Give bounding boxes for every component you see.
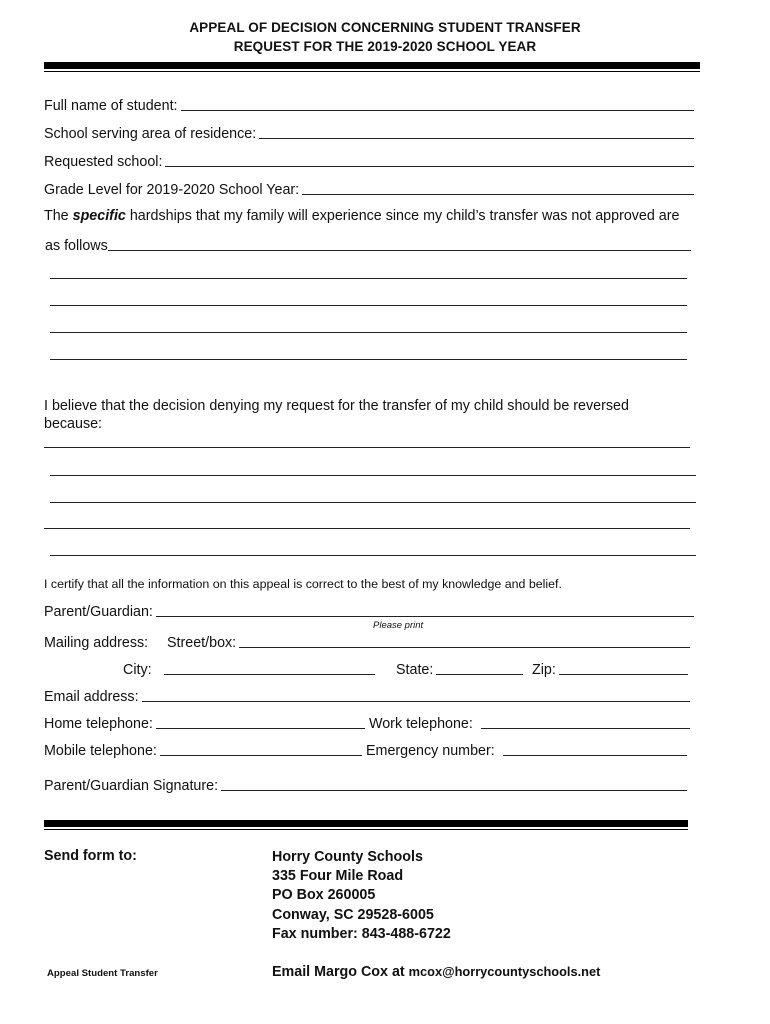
city-field[interactable]: [123, 660, 375, 678]
parent-guardian-field[interactable]: [44, 602, 694, 620]
form-title-line-2: REQUEST FOR THE 2019-2020 SCHOOL YEAR: [233, 39, 537, 54]
parent-guardian-label: Parent/Guardian:: [44, 604, 153, 620]
certify-statement: I certify that all the information on this appeal is correct to the best of my knowledge and belief.: [44, 577, 562, 591]
state-field[interactable]: [396, 660, 523, 678]
city-blank[interactable]: [164, 661, 375, 675]
hardship-blank-2[interactable]: [50, 278, 687, 279]
full-name-field[interactable]: [44, 96, 694, 114]
grade-level-blank[interactable]: [302, 181, 694, 195]
hardship-prefix: The: [44, 208, 69, 224]
destination-line-3: PO Box 260005: [272, 887, 376, 904]
state-blank[interactable]: [436, 661, 523, 675]
home-phone-blank[interactable]: [156, 715, 365, 729]
requested-school-field[interactable]: [44, 152, 694, 170]
full-name-label: Full name of student:: [44, 98, 178, 114]
emergency-number-field[interactable]: [366, 741, 687, 759]
reversal-blank-5[interactable]: [50, 555, 696, 556]
street-box-blank[interactable]: [239, 634, 690, 648]
hardship-blank-5[interactable]: [50, 359, 687, 360]
grade-level-field[interactable]: [44, 180, 694, 198]
mobile-phone-label: Mobile telephone:: [44, 743, 157, 759]
reversal-prompt-line-2: because:: [44, 416, 103, 432]
home-phone-field[interactable]: [44, 714, 365, 732]
signature-label: Parent/Guardian Signature:: [44, 778, 219, 794]
header-divider-thick: [44, 62, 700, 69]
full-name-blank[interactable]: [181, 97, 694, 111]
work-phone-label: Work telephone:: [369, 716, 473, 732]
hardship-as-follows-label: as follows: [45, 238, 108, 254]
zip-blank[interactable]: [559, 661, 688, 675]
zip-label: Zip:: [532, 662, 556, 678]
email-field[interactable]: [44, 687, 690, 705]
hardship-rest: hardships that my family will experience since my child’s transfer was not approved are: [129, 208, 680, 224]
street-box-field[interactable]: [167, 633, 690, 651]
hardship-blank-3[interactable]: [50, 305, 687, 306]
email-prefix: Email Margo Cox at: [272, 964, 405, 980]
state-label: State:: [396, 662, 434, 678]
mailing-destination: [272, 848, 451, 944]
hardship-emphasis: specific: [72, 208, 126, 224]
work-phone-blank[interactable]: [481, 715, 690, 729]
emergency-number-label: Emergency number:: [366, 743, 495, 759]
requested-school-blank[interactable]: [165, 153, 694, 167]
reversal-blank-3[interactable]: [50, 502, 696, 503]
school-serving-blank[interactable]: [259, 125, 694, 139]
emergency-number-blank[interactable]: [503, 742, 687, 756]
city-label: City:: [123, 662, 152, 678]
destination-line-2: 335 Four Mile Road: [272, 868, 404, 885]
email-blank[interactable]: [142, 688, 690, 702]
parent-guardian-blank[interactable]: [156, 603, 694, 617]
reversal-blank-4[interactable]: [44, 528, 690, 529]
email-address-link[interactable]: mcox@horrycountyschools.net: [408, 964, 601, 979]
mobile-phone-field[interactable]: [44, 741, 362, 759]
signature-blank[interactable]: [221, 777, 687, 791]
destination-line-1: Horry County Schools: [272, 849, 423, 865]
hardship-field[interactable]: [45, 236, 691, 254]
header-divider-thin: [44, 71, 700, 72]
destination-line-4: Conway, SC 29528-6005: [272, 906, 434, 923]
please-print-hint: Please print: [373, 620, 424, 631]
requested-school-label: Requested school:: [44, 154, 163, 170]
footer-document-label: Appeal Student Transfer: [47, 968, 158, 979]
mailing-address-label: Mailing address:: [44, 635, 149, 651]
school-serving-field[interactable]: [44, 124, 694, 142]
hardship-blank-1[interactable]: [108, 237, 691, 251]
email-contact: [272, 964, 600, 980]
reversal-prompt-line-1: I believe that the decision denying my request for the transfer of my child should be reversed: [44, 398, 629, 414]
zip-field[interactable]: [532, 660, 688, 678]
destination-fax: Fax number: 843-488-6722: [272, 925, 451, 942]
hardship-prompt: [44, 208, 679, 224]
form-title-line-1: APPEAL OF DECISION CONCERNING STUDENT TRANSFER: [189, 20, 581, 35]
school-serving-label: School serving area of residence:: [44, 126, 257, 142]
signature-field[interactable]: [44, 776, 687, 794]
work-phone-field[interactable]: [369, 714, 690, 732]
hardship-blank-4[interactable]: [50, 332, 687, 333]
footer-divider-thin: [44, 829, 688, 830]
mobile-phone-blank[interactable]: [160, 742, 362, 756]
reversal-blank-2[interactable]: [50, 475, 696, 476]
street-box-label: Street/box:: [167, 635, 237, 651]
grade-level-label: Grade Level for 2019-2020 School Year:: [44, 182, 300, 198]
email-label: Email address:: [44, 689, 139, 705]
send-form-label: Send form to:: [44, 848, 137, 864]
reversal-blank-1[interactable]: [44, 447, 690, 448]
home-phone-label: Home telephone:: [44, 716, 153, 732]
footer-divider-thick: [44, 820, 688, 827]
